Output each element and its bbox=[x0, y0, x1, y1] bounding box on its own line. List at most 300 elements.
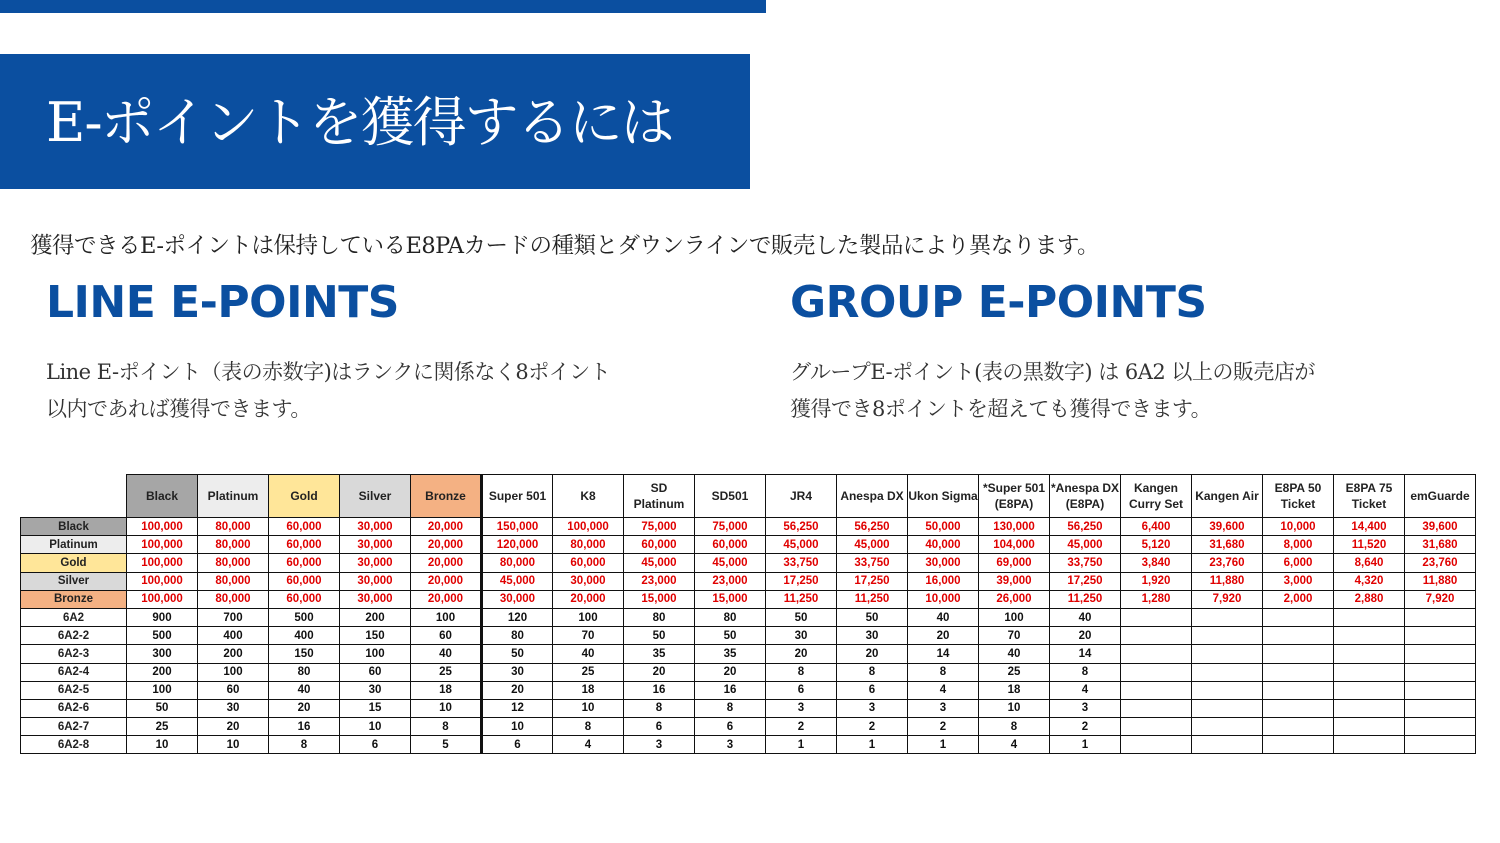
table-cell: 40,000 bbox=[908, 536, 979, 554]
table-cell: 8 bbox=[979, 718, 1050, 736]
table-cell: 23,760 bbox=[1405, 554, 1476, 572]
table-cell: 100 bbox=[340, 645, 411, 663]
table-cell: 20,000 bbox=[411, 518, 482, 536]
table-cell: 69,000 bbox=[979, 554, 1050, 572]
table-cell: 50 bbox=[482, 645, 553, 663]
table-cell bbox=[1334, 681, 1405, 699]
table-cell: 100 bbox=[979, 608, 1050, 626]
table-cell: 1 bbox=[908, 736, 979, 754]
table-cell: 16 bbox=[695, 681, 766, 699]
table-cell bbox=[1192, 681, 1263, 699]
table-cell: 31,680 bbox=[1405, 536, 1476, 554]
table-cell bbox=[1405, 681, 1476, 699]
table-cell: 30,000 bbox=[553, 572, 624, 590]
table-cell: 3 bbox=[1050, 699, 1121, 717]
table-cell bbox=[1192, 645, 1263, 663]
column-header: SD501 bbox=[695, 475, 766, 518]
table-cell: 20 bbox=[198, 718, 269, 736]
table-cell: 26,000 bbox=[979, 590, 1050, 608]
table-cell: 70 bbox=[553, 627, 624, 645]
table-cell: 100,000 bbox=[553, 518, 624, 536]
table-cell: 3 bbox=[908, 699, 979, 717]
table-cell: 100 bbox=[553, 608, 624, 626]
table-cell: 150,000 bbox=[482, 518, 553, 536]
table-cell: 10 bbox=[553, 699, 624, 717]
table-cell: 2 bbox=[908, 718, 979, 736]
table-cell bbox=[1334, 645, 1405, 663]
table-cell: 8,000 bbox=[1263, 536, 1334, 554]
table-cell: 75,000 bbox=[624, 518, 695, 536]
table-cell: 20 bbox=[766, 645, 837, 663]
table-cell bbox=[1192, 663, 1263, 681]
column-header: E8PA 75 Ticket bbox=[1334, 475, 1405, 518]
table-cell: 30 bbox=[837, 627, 908, 645]
table-cell: 120,000 bbox=[482, 536, 553, 554]
table-cell: 18 bbox=[411, 681, 482, 699]
table-cell: 6 bbox=[624, 718, 695, 736]
table-cell bbox=[1263, 663, 1334, 681]
table-cell: 45,000 bbox=[482, 572, 553, 590]
table-cell: 56,250 bbox=[837, 518, 908, 536]
table-cell: 50 bbox=[624, 627, 695, 645]
table-cell: 20 bbox=[908, 627, 979, 645]
row-label: 6A2-4 bbox=[21, 663, 127, 681]
table-cell bbox=[1334, 736, 1405, 754]
table-cell: 10 bbox=[127, 736, 198, 754]
row-label: 6A2-7 bbox=[21, 718, 127, 736]
table-cell: 300 bbox=[127, 645, 198, 663]
table-cell: 60 bbox=[198, 681, 269, 699]
table-cell: 2 bbox=[766, 718, 837, 736]
table-cell: 150 bbox=[269, 645, 340, 663]
table-cell: 16 bbox=[269, 718, 340, 736]
column-header: emGuarde bbox=[1405, 475, 1476, 518]
table-cell: 3 bbox=[624, 736, 695, 754]
table-cell: 8 bbox=[624, 699, 695, 717]
table-cell: 10,000 bbox=[908, 590, 979, 608]
table-cell: 17,250 bbox=[1050, 572, 1121, 590]
table-cell: 16 bbox=[624, 681, 695, 699]
table-cell bbox=[1263, 681, 1334, 699]
table-cell: 8 bbox=[411, 718, 482, 736]
top-accent-bar bbox=[0, 0, 766, 13]
table-cell: 8 bbox=[553, 718, 624, 736]
table-cell: 11,250 bbox=[837, 590, 908, 608]
table-cell: 60,000 bbox=[695, 536, 766, 554]
table-row bbox=[21, 590, 1476, 608]
line-epoints-heading: LINE E-POINTS bbox=[46, 277, 399, 328]
table-cell bbox=[1121, 645, 1192, 663]
column-header: JR4 bbox=[766, 475, 837, 518]
table-cell: 25 bbox=[979, 663, 1050, 681]
table-cell: 6 bbox=[482, 736, 553, 754]
table-cell bbox=[1121, 736, 1192, 754]
table-cell: 4,320 bbox=[1334, 572, 1405, 590]
group-desc-line-2: 獲得でき8ポイントを超えても獲得できます。 bbox=[790, 397, 1212, 421]
table-cell: 3,840 bbox=[1121, 554, 1192, 572]
table-cell: 8 bbox=[766, 663, 837, 681]
table-cell: 15 bbox=[340, 699, 411, 717]
table-cell: 100,000 bbox=[127, 572, 198, 590]
table-cell: 11,880 bbox=[1192, 572, 1263, 590]
table-cell: 15,000 bbox=[695, 590, 766, 608]
table-cell: 15,000 bbox=[624, 590, 695, 608]
table-cell: 11,520 bbox=[1334, 536, 1405, 554]
table-cell bbox=[1334, 627, 1405, 645]
table-cell: 35 bbox=[695, 645, 766, 663]
table-cell bbox=[1121, 627, 1192, 645]
row-label: Platinum bbox=[21, 536, 127, 554]
table-cell bbox=[1263, 608, 1334, 626]
table-cell: 6 bbox=[695, 718, 766, 736]
table-cell: 100,000 bbox=[127, 590, 198, 608]
row-label: 6A2 bbox=[21, 608, 127, 626]
row-label: 6A2-6 bbox=[21, 699, 127, 717]
table-cell: 8 bbox=[1050, 663, 1121, 681]
table-cell: 10,000 bbox=[1263, 518, 1334, 536]
table-cell bbox=[1334, 699, 1405, 717]
table-corner bbox=[21, 475, 127, 518]
table-cell: 20 bbox=[695, 663, 766, 681]
table-cell: 80 bbox=[482, 627, 553, 645]
table-cell: 50,000 bbox=[908, 518, 979, 536]
table-cell: 60 bbox=[340, 663, 411, 681]
table-cell: 11,250 bbox=[1050, 590, 1121, 608]
column-header: Platinum bbox=[198, 475, 269, 518]
table-cell: 25 bbox=[411, 663, 482, 681]
table-cell: 25 bbox=[553, 663, 624, 681]
table-cell: 30 bbox=[198, 699, 269, 717]
table-row bbox=[21, 699, 1476, 717]
table-row bbox=[21, 718, 1476, 736]
table-row bbox=[21, 518, 1476, 536]
table-cell: 45,000 bbox=[1050, 536, 1121, 554]
table-cell: 10 bbox=[482, 718, 553, 736]
table-cell: 30,000 bbox=[908, 554, 979, 572]
table-cell: 80,000 bbox=[553, 536, 624, 554]
row-label: 6A2-8 bbox=[21, 736, 127, 754]
line-desc-line-1: Line E-ポイント（表の赤数字)はランクに関係なく8ポイント bbox=[46, 360, 611, 384]
table-cell: 25 bbox=[127, 718, 198, 736]
table-cell: 50 bbox=[695, 627, 766, 645]
table-cell: 7,920 bbox=[1192, 590, 1263, 608]
table-cell: 100,000 bbox=[127, 554, 198, 572]
table-cell bbox=[1121, 663, 1192, 681]
table-cell bbox=[1121, 681, 1192, 699]
table-cell: 80,000 bbox=[198, 554, 269, 572]
table-cell: 60,000 bbox=[553, 554, 624, 572]
column-header: Silver bbox=[340, 475, 411, 518]
table-cell: 80 bbox=[624, 608, 695, 626]
table-cell: 400 bbox=[198, 627, 269, 645]
table-cell: 14,400 bbox=[1334, 518, 1405, 536]
table-cell: 80,000 bbox=[198, 536, 269, 554]
group-epoints-heading: GROUP E-POINTS bbox=[790, 277, 1207, 328]
table-cell: 8 bbox=[908, 663, 979, 681]
table-cell: 33,750 bbox=[766, 554, 837, 572]
table-cell: 80 bbox=[269, 663, 340, 681]
table-cell: 1,280 bbox=[1121, 590, 1192, 608]
table-cell: 500 bbox=[127, 627, 198, 645]
table-cell: 1 bbox=[1050, 736, 1121, 754]
column-header: *Anespa DX (E8PA) bbox=[1050, 475, 1121, 518]
table-cell: 400 bbox=[269, 627, 340, 645]
table-cell: 14 bbox=[908, 645, 979, 663]
line-epoints-description bbox=[46, 354, 610, 428]
table-row bbox=[21, 554, 1476, 572]
table-cell: 40 bbox=[979, 645, 1050, 663]
table-cell: 30 bbox=[482, 663, 553, 681]
table-cell: 3,000 bbox=[1263, 572, 1334, 590]
table-cell bbox=[1405, 736, 1476, 754]
table-cell: 1,920 bbox=[1121, 572, 1192, 590]
table-cell: 5 bbox=[411, 736, 482, 754]
table-cell: 45,000 bbox=[624, 554, 695, 572]
table-cell: 11,880 bbox=[1405, 572, 1476, 590]
table-cell: 2 bbox=[1050, 718, 1121, 736]
column-header: SD Platinum bbox=[624, 475, 695, 518]
table-cell: 200 bbox=[198, 645, 269, 663]
table-cell: 8 bbox=[695, 699, 766, 717]
table-cell: 100,000 bbox=[127, 536, 198, 554]
table-cell: 1 bbox=[766, 736, 837, 754]
table-row bbox=[21, 572, 1476, 590]
table-cell: 200 bbox=[127, 663, 198, 681]
table-row bbox=[21, 736, 1476, 754]
column-header: Ukon Sigma bbox=[908, 475, 979, 518]
row-label: 6A2-2 bbox=[21, 627, 127, 645]
table-cell: 3 bbox=[837, 699, 908, 717]
table-cell: 30,000 bbox=[340, 536, 411, 554]
row-label: 6A2-3 bbox=[21, 645, 127, 663]
table-cell bbox=[1121, 608, 1192, 626]
column-header: Anespa DX bbox=[837, 475, 908, 518]
table-cell: 80,000 bbox=[198, 572, 269, 590]
table-cell: 23,000 bbox=[624, 572, 695, 590]
table-cell: 5,120 bbox=[1121, 536, 1192, 554]
column-header: Kangen Air bbox=[1192, 475, 1263, 518]
table-cell bbox=[1121, 699, 1192, 717]
table-cell: 45,000 bbox=[837, 536, 908, 554]
table-cell: 18 bbox=[979, 681, 1050, 699]
table-cell: 20,000 bbox=[553, 590, 624, 608]
table-cell: 40 bbox=[553, 645, 624, 663]
table-cell: 500 bbox=[269, 608, 340, 626]
table-cell: 6 bbox=[340, 736, 411, 754]
table-cell bbox=[1405, 645, 1476, 663]
table-cell bbox=[1192, 627, 1263, 645]
table-cell: 20,000 bbox=[411, 590, 482, 608]
table-cell: 6,000 bbox=[1263, 554, 1334, 572]
table-cell: 16,000 bbox=[908, 572, 979, 590]
table-cell bbox=[1405, 663, 1476, 681]
group-desc-line-1: グループE-ポイント(表の黒数字) は 6A2 以上の販売店が bbox=[790, 360, 1315, 384]
table-row bbox=[21, 645, 1476, 663]
table-cell: 23,000 bbox=[695, 572, 766, 590]
table-row bbox=[21, 627, 1476, 645]
table-cell: 56,250 bbox=[1050, 518, 1121, 536]
table-cell bbox=[1405, 608, 1476, 626]
table-row bbox=[21, 681, 1476, 699]
table-cell bbox=[1263, 718, 1334, 736]
table-cell: 100,000 bbox=[127, 518, 198, 536]
table-cell: 4 bbox=[908, 681, 979, 699]
row-label: Bronze bbox=[21, 590, 127, 608]
column-header: Gold bbox=[269, 475, 340, 518]
table-cell: 10 bbox=[340, 718, 411, 736]
table-cell: 8 bbox=[837, 663, 908, 681]
table-cell: 50 bbox=[127, 699, 198, 717]
table-cell bbox=[1192, 608, 1263, 626]
table-cell: 3 bbox=[766, 699, 837, 717]
table-cell bbox=[1192, 736, 1263, 754]
table-cell bbox=[1263, 627, 1334, 645]
intro-text: 獲得できるE-ポイントは保持しているE8PAカードの種類とダウンラインで販売した製品により異なります。 bbox=[30, 233, 1100, 259]
column-header: Kangen Curry Set bbox=[1121, 475, 1192, 518]
table-cell bbox=[1121, 718, 1192, 736]
column-header: *Super 501 (E8PA) bbox=[979, 475, 1050, 518]
table-cell: 40 bbox=[908, 608, 979, 626]
table-cell: 2 bbox=[837, 718, 908, 736]
table-cell: 120 bbox=[482, 608, 553, 626]
table-cell: 900 bbox=[127, 608, 198, 626]
table-cell: 80,000 bbox=[198, 518, 269, 536]
table-cell: 30,000 bbox=[340, 554, 411, 572]
table-cell: 33,750 bbox=[837, 554, 908, 572]
table-cell: 80,000 bbox=[198, 590, 269, 608]
column-header: Black bbox=[127, 475, 198, 518]
table-cell: 2,880 bbox=[1334, 590, 1405, 608]
table-cell bbox=[1192, 699, 1263, 717]
table-cell: 20,000 bbox=[411, 572, 482, 590]
table-cell: 17,250 bbox=[837, 572, 908, 590]
table-cell: 30,000 bbox=[482, 590, 553, 608]
table-cell: 700 bbox=[198, 608, 269, 626]
table-cell: 1 bbox=[837, 736, 908, 754]
table-cell: 7,920 bbox=[1405, 590, 1476, 608]
table-cell: 30 bbox=[766, 627, 837, 645]
table-cell: 11,250 bbox=[766, 590, 837, 608]
table-cell: 60,000 bbox=[269, 518, 340, 536]
table-cell: 45,000 bbox=[766, 536, 837, 554]
table-cell bbox=[1334, 608, 1405, 626]
table-cell: 20 bbox=[837, 645, 908, 663]
table-cell bbox=[1405, 699, 1476, 717]
epoints-table bbox=[20, 474, 1476, 754]
table-cell bbox=[1405, 718, 1476, 736]
table-cell: 50 bbox=[766, 608, 837, 626]
table-cell: 31,680 bbox=[1192, 536, 1263, 554]
row-label: 6A2-5 bbox=[21, 681, 127, 699]
table-cell: 200 bbox=[340, 608, 411, 626]
table-cell: 33,750 bbox=[1050, 554, 1121, 572]
table-cell: 60,000 bbox=[269, 536, 340, 554]
table-cell: 14 bbox=[1050, 645, 1121, 663]
table-cell: 60 bbox=[411, 627, 482, 645]
table-cell: 4 bbox=[1050, 681, 1121, 699]
table-cell: 2,000 bbox=[1263, 590, 1334, 608]
table-cell: 39,600 bbox=[1405, 518, 1476, 536]
table-cell: 18 bbox=[553, 681, 624, 699]
table-cell: 30,000 bbox=[340, 518, 411, 536]
table-cell: 40 bbox=[411, 645, 482, 663]
table-cell: 130,000 bbox=[979, 518, 1050, 536]
table-cell: 12 bbox=[482, 699, 553, 717]
table-cell: 60,000 bbox=[269, 554, 340, 572]
table-cell: 8 bbox=[269, 736, 340, 754]
table-cell: 35 bbox=[624, 645, 695, 663]
table-cell: 60,000 bbox=[624, 536, 695, 554]
table-cell: 6 bbox=[837, 681, 908, 699]
table-cell: 20,000 bbox=[411, 554, 482, 572]
table-cell: 100 bbox=[198, 663, 269, 681]
table-cell: 56,250 bbox=[766, 518, 837, 536]
table-cell: 100 bbox=[411, 608, 482, 626]
table-cell: 4 bbox=[553, 736, 624, 754]
table-cell: 23,760 bbox=[1192, 554, 1263, 572]
table-cell bbox=[1334, 718, 1405, 736]
table-cell: 75,000 bbox=[695, 518, 766, 536]
table-cell: 39,000 bbox=[979, 572, 1050, 590]
table-cell: 80 bbox=[695, 608, 766, 626]
table-cell: 4 bbox=[979, 736, 1050, 754]
row-label: Gold bbox=[21, 554, 127, 572]
line-desc-line-2: 以内であれば獲得できます。 bbox=[46, 397, 311, 421]
table-cell bbox=[1405, 627, 1476, 645]
table-cell: 3 bbox=[695, 736, 766, 754]
table-cell: 45,000 bbox=[695, 554, 766, 572]
table-cell bbox=[1263, 645, 1334, 663]
table-cell: 6 bbox=[766, 681, 837, 699]
table-cell bbox=[1192, 718, 1263, 736]
table-cell: 6,400 bbox=[1121, 518, 1192, 536]
table-cell: 50 bbox=[837, 608, 908, 626]
table-cell bbox=[1334, 663, 1405, 681]
table-row bbox=[21, 536, 1476, 554]
table-cell: 17,250 bbox=[766, 572, 837, 590]
table-cell: 10 bbox=[411, 699, 482, 717]
table-cell: 20 bbox=[269, 699, 340, 717]
table-cell: 39,600 bbox=[1192, 518, 1263, 536]
group-epoints-description bbox=[790, 354, 1315, 428]
column-header: Super 501 bbox=[482, 475, 553, 518]
table-cell: 20,000 bbox=[411, 536, 482, 554]
table-cell: 10 bbox=[198, 736, 269, 754]
column-header: E8PA 50 Ticket bbox=[1263, 475, 1334, 518]
column-header: Bronze bbox=[411, 475, 482, 518]
table-cell: 30 bbox=[340, 681, 411, 699]
table-cell: 20 bbox=[1050, 627, 1121, 645]
table-cell bbox=[1263, 699, 1334, 717]
table-cell: 104,000 bbox=[979, 536, 1050, 554]
column-header: K8 bbox=[553, 475, 624, 518]
table-cell: 60,000 bbox=[269, 590, 340, 608]
table-cell: 30,000 bbox=[340, 590, 411, 608]
row-label: Black bbox=[21, 518, 127, 536]
table-row bbox=[21, 663, 1476, 681]
table-cell: 60,000 bbox=[269, 572, 340, 590]
page-title: E-ポイントを獲得するには bbox=[46, 91, 673, 154]
table-cell: 10 bbox=[979, 699, 1050, 717]
table-cell bbox=[1263, 736, 1334, 754]
table-cell: 100 bbox=[127, 681, 198, 699]
table-cell: 150 bbox=[340, 627, 411, 645]
row-label: Silver bbox=[21, 572, 127, 590]
table-cell: 30,000 bbox=[340, 572, 411, 590]
epoints-table-wrapper bbox=[20, 474, 1476, 754]
table-cell: 40 bbox=[1050, 608, 1121, 626]
table-row bbox=[21, 608, 1476, 626]
